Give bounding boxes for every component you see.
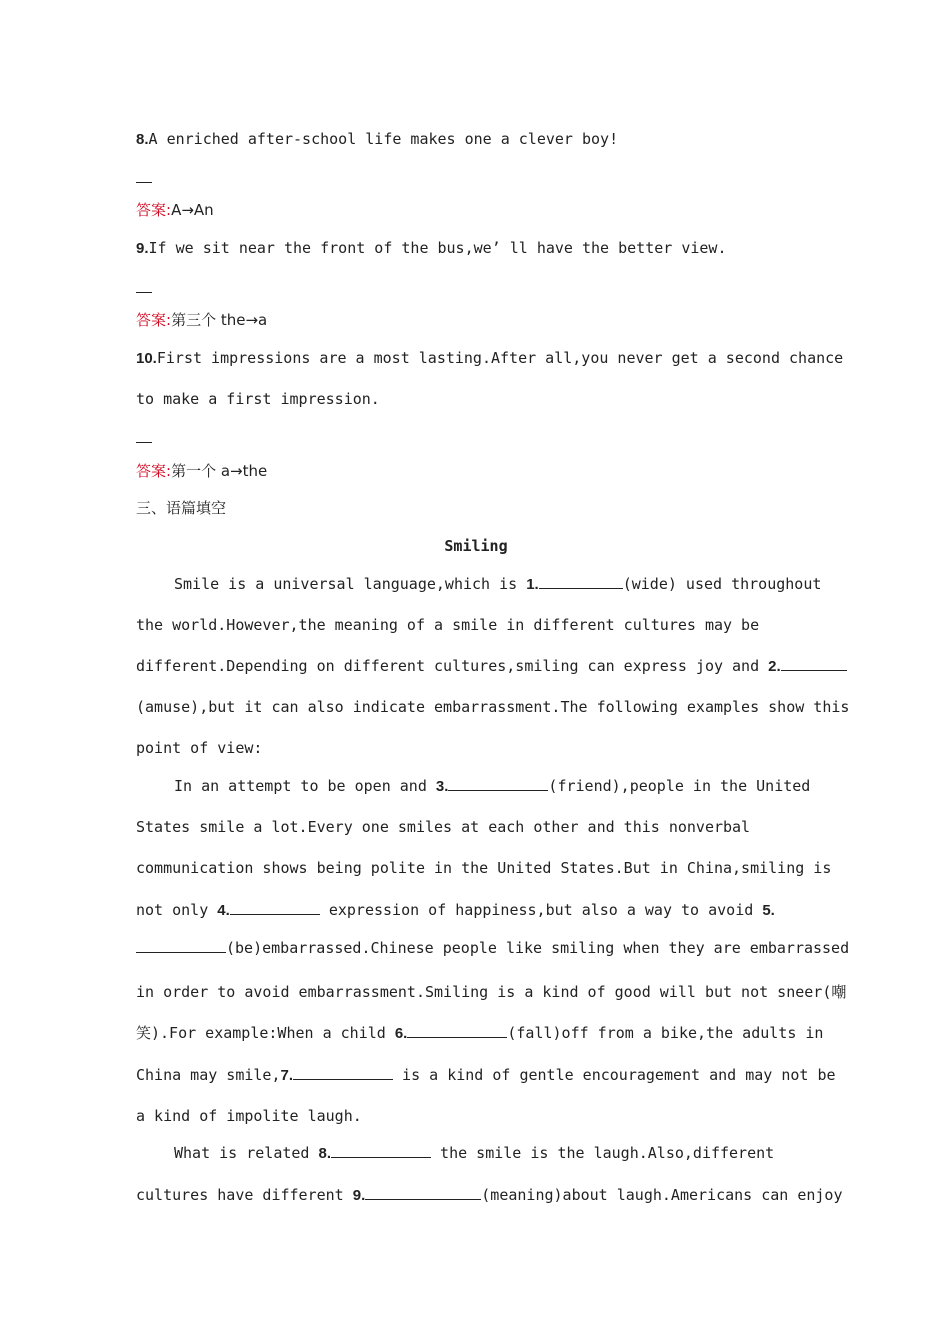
blank-number: 8. [318,1145,332,1162]
passage-line [136,900,775,921]
question-text: A enriched after-school life makes one a clever boy! [148,130,619,148]
blank-number: 1. [526,576,539,593]
answer-blank-line [136,292,152,293]
answer-blank-line [136,182,152,183]
blank-number: 4. [217,902,230,919]
answer-label: 答案: [136,311,172,329]
blank-2[interactable] [781,656,847,671]
passage-line [174,1143,774,1164]
passage-text: different.Depending on different cultures,smiling can express joy and [136,657,769,675]
passage-title: Smiling [444,537,508,555]
question-10-continued [136,389,380,409]
blank-6[interactable] [407,1023,507,1038]
passage-text: expression of happiness,but also a way to avoid [319,901,763,919]
answer-9 [136,310,267,330]
passage-line: communication shows being polite in the United States.But in China,smiling is [136,859,832,877]
question-number: 9. [136,240,149,257]
passage-text: 笑).For example:When a child [136,1024,395,1042]
passage-line [136,1185,843,1206]
answer-text: 第三个 the→a [171,311,268,329]
answer-text: 第一个 a→the [171,462,268,480]
passage-text: the smile is the laugh.Also,different [431,1144,775,1162]
passage-text: (wide) used throughout [622,575,822,593]
blank-number: 3. [435,778,449,795]
passage-line [136,1023,823,1044]
question-text: to make a first impression. [136,390,380,408]
passage-text: (fall)off from a bike,the adults in [507,1024,824,1042]
question-9 [136,238,726,259]
blank-7[interactable] [293,1065,393,1080]
blank-4[interactable] [230,900,320,915]
blank-number: 2. [768,658,781,675]
answer-text: A→An [171,201,214,219]
blank-number: 7. [280,1067,294,1084]
question-number: 10. [136,350,157,367]
passage-text: is a kind of gentle encouragement and may not be [393,1066,836,1084]
passage-line: in order to avoid embarrassment.Smiling is a kind of good will but not sneer(嘲 [136,983,847,1001]
question-10 [136,348,843,369]
passage-line: (amuse),but it can also indicate embarrassment.The following examples show this [136,698,850,716]
answer-label: 答案: [136,462,172,480]
question-number: 8. [136,131,149,148]
passage-line [174,574,821,595]
section-heading: 三、语篇填空 [136,499,227,517]
passage-line: point of view: [136,739,263,757]
blank-number: 5. [762,902,775,919]
blank-5[interactable] [136,938,226,953]
passage-text: Smile is a universal language,which is [174,575,527,593]
passage-line: a kind of impolite laugh. [136,1107,362,1125]
blank-number: 6. [394,1025,408,1042]
passage-line [136,656,847,677]
passage-text: not only [136,901,218,919]
passage-text: cultures have different [136,1186,353,1204]
passage-text: China may smile, [136,1066,281,1084]
blank-8[interactable] [331,1143,431,1158]
passage-line [136,938,849,958]
blank-3[interactable] [448,776,548,791]
blank-9[interactable] [365,1185,481,1200]
passage-line [174,776,810,797]
blank-1[interactable] [539,574,623,589]
passage-line: the world.However,the meaning of a smile in different cultures may be [136,616,760,634]
passage-line: States smile a lot.Every one smiles at each other and this nonverbal [136,818,751,836]
passage-line [136,1065,836,1086]
passage-text: (friend),people in the United [548,777,811,795]
answer-8 [136,200,214,220]
question-text: If we sit near the front of the bus,we’ ll have the better view. [148,239,727,257]
answer-label: 答案: [136,201,172,219]
passage-text: (meaning)about laugh.Americans can enjoy [481,1186,843,1204]
passage-text: (be)embarrassed.Chinese people like smiling when they are embarrassed [226,939,850,957]
answer-10 [136,461,267,481]
passage-text: In an attempt to be open and [174,777,436,795]
question-text: First impressions are a most lasting.After all,you never get a second chance [156,349,844,367]
question-8 [136,129,618,150]
passage-text: What is related [174,1144,319,1162]
blank-number: 9. [352,1187,366,1204]
answer-blank-line [136,442,152,443]
